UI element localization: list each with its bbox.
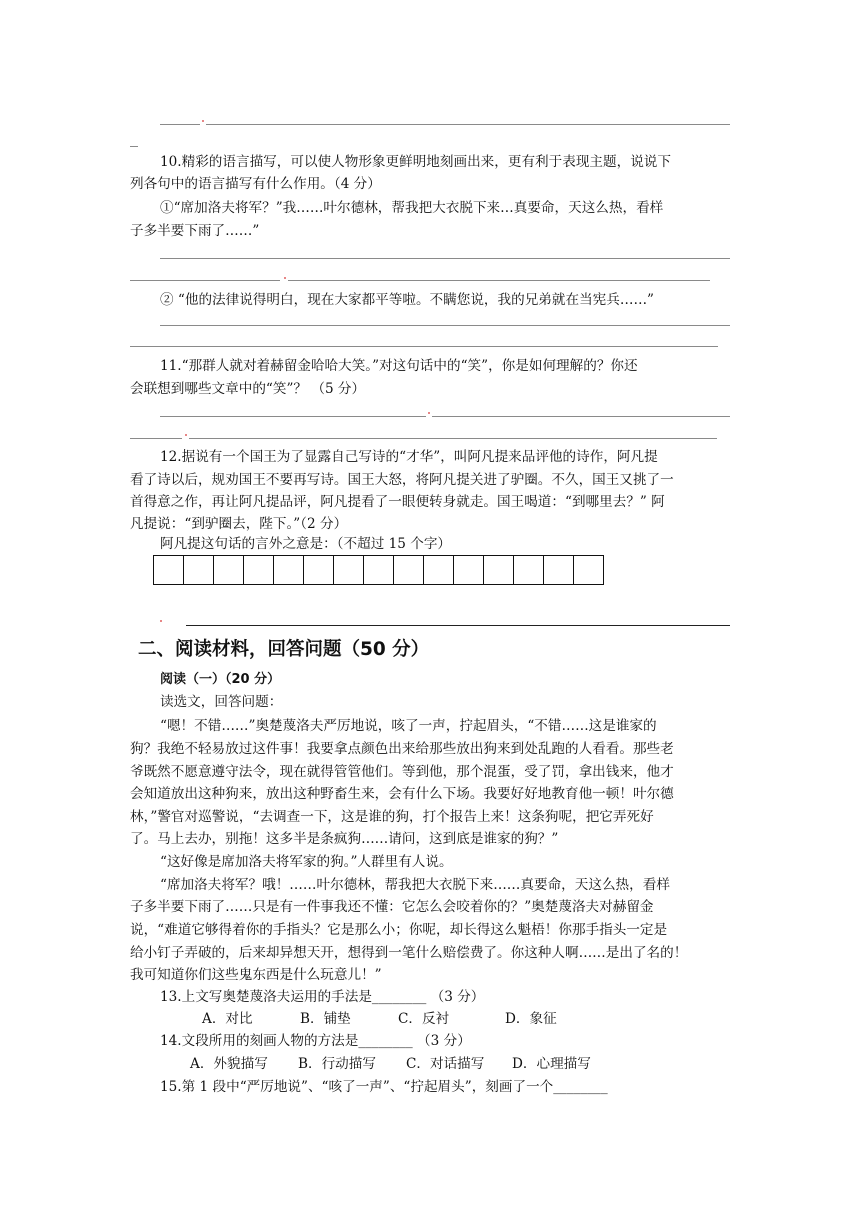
passage-line: 会知道放出这种狗来，放出这种野畜生来，会有什么下场。我要好好地教育他一顿！叶尔德: [130, 786, 674, 802]
answer-line[interactable]: [130, 280, 280, 281]
q14-option-c[interactable]: C．对话描写: [406, 1056, 485, 1072]
q11-line2: 会联想到哪些文章中的“笑”？ （5 分）: [130, 381, 366, 397]
q11-line1: 11.“那群人就对着赫留金哈哈大笑。”对这句话中的“笑”，你是如何理解的？你还: [160, 358, 638, 374]
passage-line: “这好像是席加洛夫将军家的狗。”人群里有人说。: [160, 854, 453, 870]
answer-cell[interactable]: [304, 555, 334, 585]
q14-stem: 14.文段所用的刻画人物的方法是________ （3 分）: [160, 1033, 471, 1049]
answer-line[interactable]: [206, 124, 730, 125]
answer-cell[interactable]: [364, 555, 394, 585]
q12-prompt: 阿凡提这句话的言外之意是：（不超过 15 个字）: [160, 536, 452, 552]
q13-option-a[interactable]: A．对比: [202, 1011, 253, 1027]
passage-line: 了。马上去办，别拖！这多半是条疯狗……请问，这到底是谁家的狗？”: [130, 831, 559, 847]
reading-instruction: 读选文，回答问题：: [160, 694, 283, 710]
answer-cell[interactable]: [244, 555, 274, 585]
q10-item1-line1: ①“席加洛夫将军？”我……叶尔德林，帮我把大衣脱下来…真要命，天这么热，看样: [160, 200, 664, 216]
answer-line[interactable]: [160, 258, 730, 259]
answer-line[interactable]: [189, 438, 717, 439]
answer-line[interactable]: [288, 280, 710, 281]
answer-line[interactable]: [160, 416, 426, 417]
passage-line: “嗯！不错……”奥楚蔑洛夫严厉地说，咳了一声，拧起眉头，“不错……这是谁家的: [160, 718, 657, 734]
q12-line2: 看了诗以后，规劝国王不要再写诗。国王大怒，将阿凡提关进了驴圈。不久，国王又挑了一: [130, 472, 674, 488]
q10-item2: ② “他的法律说得明白，现在大家都平等啦。不瞒您说，我的兄弟就在当宪兵……”: [160, 292, 654, 308]
q10-line2: 列各句中的语言描写有什么作用。（4 分）: [130, 176, 381, 192]
q14-option-a[interactable]: A．外貌描写: [190, 1056, 268, 1072]
q15-stem: 15.第 1 段中“严厉地说”、“咳了一声”、“拧起眉头”，刻画了一个________: [160, 1079, 608, 1095]
answer-cell[interactable]: [574, 555, 604, 585]
q10-line1: 10.精彩的语言描写，可以使人物形象更鲜明地刻画出来，更有利于表现主题，说说下: [160, 154, 671, 170]
passage-line: 我可知道你们这些鬼东西是什么玩意儿！”: [130, 967, 382, 983]
answer-line[interactable]: [160, 124, 200, 125]
answer-cell[interactable]: [484, 555, 514, 585]
paragraph-mark: [185, 434, 187, 436]
paragraph-mark: [202, 120, 204, 122]
answer-cell[interactable]: [214, 555, 244, 585]
reading-title: 阅读（一）（20 分）: [160, 672, 281, 687]
passage-line: 爷既然不愿意遵守法令，现在就得管管他们。等到他，那个混蛋，受了罚，拿出钱来，他才: [130, 764, 674, 780]
answer-line[interactable]: [432, 416, 730, 417]
passage-line: 给小钉子弄破的，后来却异想天开，想得到一笔什么赔偿费了。你这种人啊……是出了名的！: [130, 945, 688, 961]
answer-cell[interactable]: [334, 555, 364, 585]
section-divider: [186, 625, 730, 626]
q14-option-d[interactable]: D．心理描写: [512, 1056, 591, 1072]
answer-cell[interactable]: [544, 555, 574, 585]
answer-cell[interactable]: [454, 555, 484, 585]
answer-line[interactable]: [130, 346, 718, 347]
answer-cell[interactable]: [274, 555, 304, 585]
answer-line[interactable]: [130, 146, 138, 147]
answer-line[interactable]: [160, 325, 730, 326]
passage-line: 说，“难道它够得着你的手指头？它是那么小；你呢，却长得这么魁梧！你那手指头一定是: [130, 922, 668, 938]
q13-option-b[interactable]: B．铺垫: [300, 1011, 351, 1027]
q13-option-d[interactable]: D．象征: [505, 1011, 557, 1027]
passage-line: 子多半要下雨了……只是有一件事我还不懂：它怎么会咬着你的？”奥楚蔑洛夫对赫留金: [130, 899, 654, 915]
passage-line: “席加洛夫将军？哦！……叶尔德林，帮我把大衣脱下来……真要命，天这么热，看样: [160, 877, 670, 893]
answer-cell[interactable]: [514, 555, 544, 585]
answer-cell[interactable]: [394, 555, 424, 585]
q12-line1: 12.据说有一个国王为了显露自己写诗的“才华”，叫阿凡提来品评他的诗作，阿凡提: [160, 449, 658, 465]
answer-line[interactable]: [130, 438, 182, 439]
answer-grid[interactable]: [153, 555, 604, 585]
q10-item1-line2: 子多半要下雨了……”: [130, 223, 260, 239]
paragraph-mark: [284, 277, 286, 279]
q14-option-b[interactable]: B．行动描写: [298, 1056, 376, 1072]
passage-line: 林，”警官对巡警说，“去调查一下，这是谁的狗，打个报告上来！这条狗呢，把它弄死好: [130, 809, 654, 825]
paragraph-mark: [428, 412, 430, 414]
section-title: 二、阅读材料，回答问题（50 分）: [138, 639, 430, 660]
answer-cell[interactable]: [184, 555, 214, 585]
q12-line4: 凡提说：“到驴圈去，陛下。”（2 分）: [130, 516, 348, 532]
q13-stem: 13.上文写奥楚蔑洛夫运用的手法是________ （3 分）: [160, 989, 485, 1005]
passage-line: 狗？我绝不轻易放过这件事！我要拿点颜色出来给那些放出狗来到处乱跑的人看看。那些老: [130, 741, 674, 757]
answer-cell[interactable]: [154, 555, 184, 585]
paragraph-mark: [160, 620, 162, 622]
answer-cell[interactable]: [424, 555, 454, 585]
q13-option-c[interactable]: C．反衬: [398, 1011, 450, 1027]
q12-line3: 首得意之作，再让阿凡提品评，阿凡提看了一眼便转身就走。国王喝道：“到哪里去？” 阿: [130, 494, 665, 510]
